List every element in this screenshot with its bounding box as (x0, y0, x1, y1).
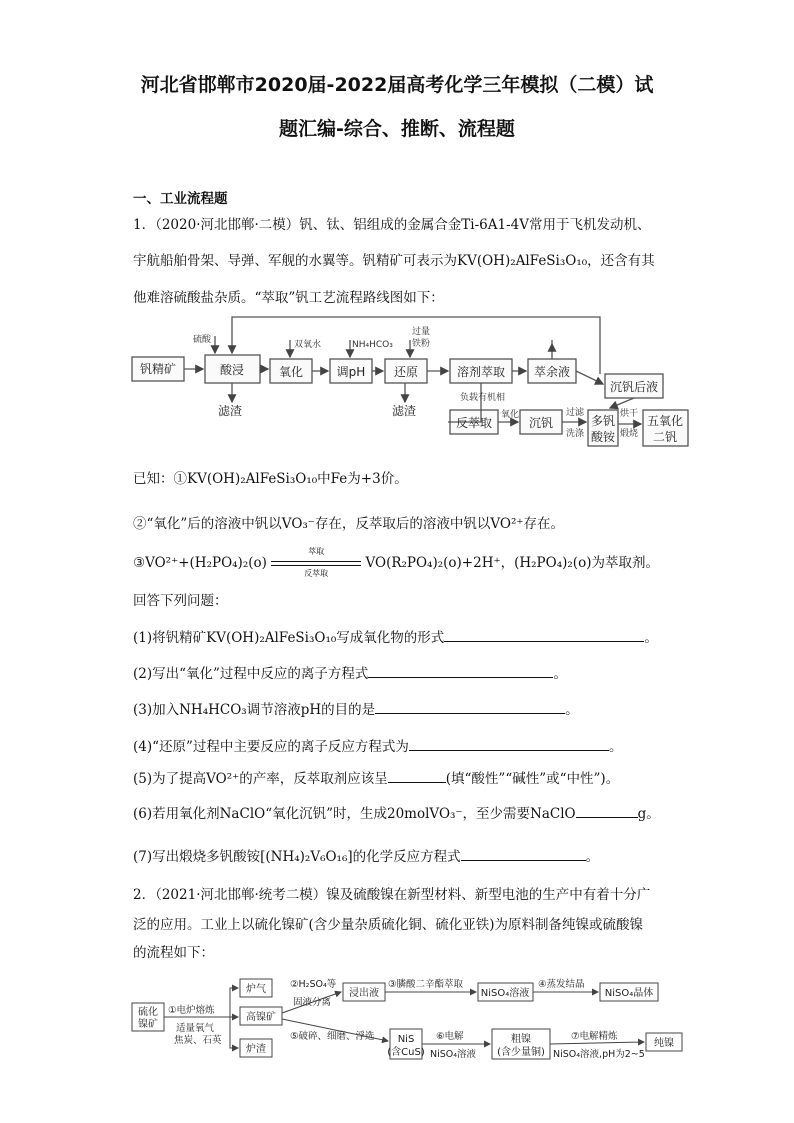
document-title-line1: 河北省邯郸市2020届-2022届高考化学三年模拟（二模）试 (140, 74, 654, 96)
sub-question-1-text: (1)将钒精矿KV(OH)₂AlFeSi₃O₁₀写成氧化物的形式 (133, 630, 445, 646)
node-back-extraction: 反萃取 (455, 416, 493, 430)
node-nis-2: (含CuS) (387, 1047, 425, 1058)
node-precipitation: 沉钒 (528, 416, 554, 430)
sub-question-6 (133, 802, 660, 822)
equilibrium-arrow (271, 546, 361, 578)
node-pure-nickel: 纯镍 (654, 1038, 674, 1049)
sub-question-3-text: (3)加入NH₄HCO₃调节溶液pH的目的是 (133, 702, 376, 718)
label-wash: 洗涤 (566, 429, 585, 439)
label-residue-2: 滤渣 (392, 404, 417, 418)
node-product-1: 五氧化 (646, 414, 684, 428)
label-calcine: 煅烧 (620, 429, 639, 439)
step-2b: 固液分离 (293, 997, 332, 1008)
equilibrium-right: VO(R₂PO₄)₂(o)+2H⁺，(H₂PO₄)₂(o)为萃取剂。 (365, 555, 659, 571)
node-crude-ni-2: (含少量铜) (497, 1047, 545, 1058)
answer-blank-5[interactable] (388, 768, 446, 783)
label-filter: 过滤 (566, 408, 585, 418)
step-6: ⑥电解 (436, 1031, 464, 1042)
label-iron-2: 铁粉 (412, 339, 431, 349)
node-niso4-solution: NiSO₄溶液 (480, 988, 530, 999)
period-1: 。 (644, 630, 658, 646)
node-nis-1: NiS (397, 1034, 415, 1045)
sub-question-5 (133, 767, 619, 787)
q2-intro-1: 2．（2021·河北邯郸·统考二模）镍及硫酸镍在新型材料、新型电池的生产中有着十分广 (133, 887, 651, 903)
sub-question-7 (133, 845, 599, 865)
sub-question-5-tail: (填“酸性”“碱性”或“中性”)。 (445, 771, 620, 787)
label-h2o2: 双氧水 (294, 340, 322, 350)
equilibrium-left: ③VO²⁺+(H₂PO₄)₂(o) (133, 555, 267, 571)
step-7: ⑦电解精炼 (571, 1031, 618, 1042)
step-7b: NiSO₄溶液,pH为2~5 (553, 1049, 645, 1060)
document-title-line2: 题汇编-综合、推断、流程题 (279, 118, 515, 140)
answer-blank-3[interactable] (375, 699, 565, 714)
sub-question-5-text: (5)为了提高VO²⁺的产率，反萃取剂应该呈 (133, 771, 388, 787)
q2-intro-2: 泛的应用。工业上以硫化镍矿(含少量杂质硫化铜、硫化亚铁)为原料制备纯镍或硫酸镍 (133, 917, 644, 933)
node-adjust-ph: 调pH (336, 365, 366, 379)
q2-intro-3: 的流程如下： (133, 945, 214, 961)
vanadium-process-flowchart (130, 312, 690, 452)
cond-2: 焦炭、石英 (174, 1035, 222, 1046)
answer-blank-2[interactable] (368, 663, 553, 678)
step-2: ②H₂SO₄等 (290, 979, 337, 990)
label-loaded-organic: 负载有机相 (460, 393, 506, 403)
q1-intro-3: 他难溶硫酸盐杂质。“萃取”钒工艺流程路线图如下： (133, 290, 444, 306)
node-leachate: 浸出液 (349, 988, 379, 999)
node-raffinate: 萃余液 (533, 365, 571, 379)
sub-question-2-text: (2)写出“氧化”过程中反应的离子方程式 (133, 666, 369, 682)
node-oxidation: 氧化 (278, 365, 304, 379)
step-3: ③膦酸二辛酯萃取 (388, 979, 464, 990)
arrow-lines (271, 561, 361, 566)
node-niso4-crystal: NiSO₄晶体 (604, 988, 654, 999)
period-4: 。 (608, 739, 623, 755)
q1-known-2: ②“氧化”后的溶液中钒以VO₃⁻存在，反萃取后的溶液中钒以VO²⁺存在。 (133, 516, 565, 532)
nickel-process-flowchart (130, 973, 690, 1068)
period-3: 。 (565, 702, 579, 718)
step-1: ①电炉熔炼 (168, 1005, 215, 1016)
arrow-top-label: 萃取 (308, 546, 325, 556)
label-nh4hco3: NH₄HCO₃ (352, 340, 393, 350)
node-after-precipitation: 沉钒后液 (609, 380, 659, 394)
sub-question-4-text: (4)“还原”过程中主要反应的离子反应方程式为 (133, 739, 409, 755)
period-7: 。 (585, 849, 600, 865)
sub-question-2 (133, 662, 567, 682)
step-5: ⑤破碎、细磨、浮选 (290, 1031, 375, 1042)
q1-known-3 (133, 546, 659, 578)
answer-blank-7[interactable] (461, 846, 586, 861)
label-oxidize: 氧化 (501, 410, 520, 420)
sub-question-4 (133, 735, 622, 755)
q1-intro-2: 宇航船舶骨架、导弹、军舰的水翼等。钒精矿可表示为KV(OH)₂AlFeSi₃O₁₀，还含有其 (133, 253, 655, 269)
node-polyvanadate-1: 多钒 (590, 414, 616, 428)
node-ore: 钒精矿 (139, 362, 177, 376)
period-2: 。 (553, 666, 567, 682)
cond-1: 适量氧气 (176, 1023, 215, 1034)
step-4: ④蒸发结晶 (538, 979, 585, 990)
ore-label-2: 镍矿 (138, 1019, 158, 1030)
node-polyvanadate-2: 酸铵 (590, 430, 616, 444)
answer-blank-6[interactable] (576, 803, 638, 818)
node-furnace-gas: 炉气 (246, 984, 266, 995)
node-slag: 炉渣 (246, 1044, 266, 1055)
label-dry: 烘干 (620, 409, 639, 419)
sub-question-3 (133, 698, 579, 718)
sub-question-6-tail: g。 (637, 806, 660, 822)
answer-blank-4[interactable] (409, 736, 609, 751)
node-high-nickel-matte: 高镍矿 (246, 1012, 276, 1023)
node-acid-leach: 酸浸 (219, 363, 245, 377)
sub-question-7-text: (7)写出煅烧多钒酸铵[(NH₄)₂V₆O₁₆]的化学反应方程式 (133, 849, 461, 865)
answer-intro: 回答下列问题： (133, 593, 228, 609)
arrow-bottom-label: 反萃取 (304, 568, 329, 578)
node-reduction: 还原 (393, 365, 419, 379)
node-crude-ni-1: 粗镍 (511, 1034, 531, 1045)
sub-question-6-text: (6)若用氧化剂NaClO“氧化沉钒”时，生成20molVO₃⁻，至少需要NaClO (133, 806, 576, 822)
label-h2so4: 硫酸 (193, 335, 212, 345)
section-heading: 一、工业流程题 (133, 191, 228, 207)
step-6b: NiSO₄溶液 (430, 1049, 477, 1060)
q1-known-1: 已知：①KV(OH)₂AlFeSi₃O₁₀中Fe为+3价。 (133, 471, 408, 487)
ore-label-1: 硫化 (138, 1007, 158, 1018)
sub-question-1 (133, 626, 658, 646)
label-iron-1: 过量 (412, 327, 431, 337)
node-product-2: 二钒 (652, 430, 678, 444)
label-residue-1: 滤渣 (218, 404, 243, 418)
answer-blank-1[interactable] (444, 627, 644, 642)
node-solvent-extraction: 溶剂萃取 (456, 365, 506, 379)
q1-intro-1: 1．（2020·河北邯郸·二模）钒、钛、铝组成的金属合金Ti-6A1-4V常用于飞机发动机、 (133, 217, 651, 233)
